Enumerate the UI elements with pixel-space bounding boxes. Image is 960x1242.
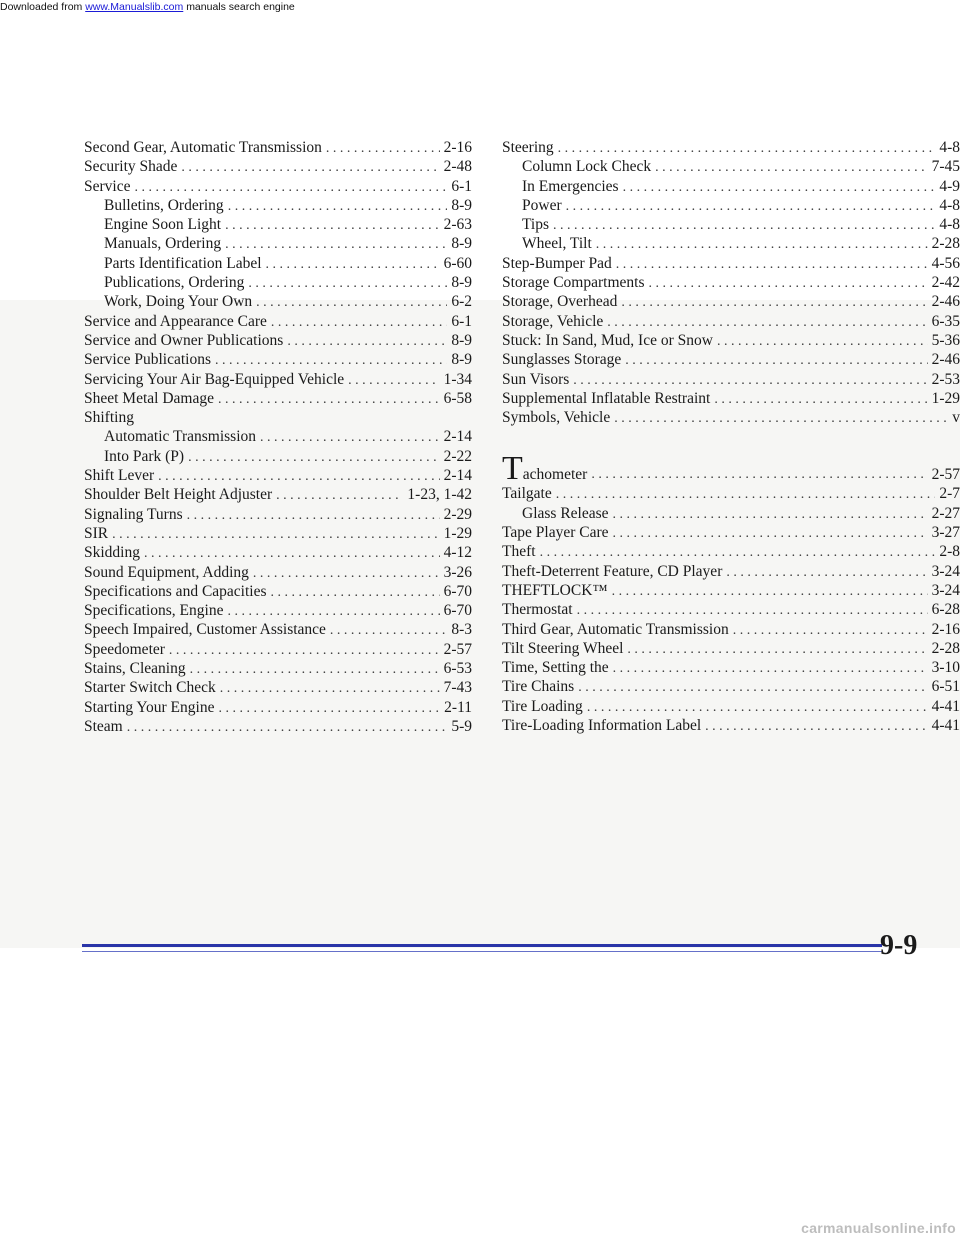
dot-leader (271, 583, 440, 602)
index-entry-page: 8-9 (451, 235, 472, 253)
manualslib-link[interactable]: www.Manualslib.com (85, 1, 184, 13)
dot-leader (348, 371, 439, 390)
index-entry-page: 6-70 (443, 582, 472, 600)
banner-suffix: manuals search engine (186, 1, 295, 13)
dot-leader (717, 332, 928, 351)
index-entry-page: 2-14 (443, 428, 472, 446)
dot-leader (256, 293, 447, 312)
index-entry-label: Manuals, Ordering (104, 235, 222, 253)
index-entry (502, 292, 960, 311)
index-entry-page: 3-10 (931, 659, 960, 677)
dot-leader (726, 563, 927, 582)
dot-leader (649, 274, 928, 293)
index-entry-page: 4-8 (939, 196, 960, 214)
dot-leader (260, 428, 440, 447)
index-entry (502, 215, 960, 234)
index-entry (502, 196, 960, 215)
index-entry (84, 234, 472, 253)
index-entry-page: 6-35 (931, 312, 960, 330)
dot-leader (577, 601, 928, 620)
index-entry (502, 408, 960, 427)
index-entry (502, 484, 960, 503)
index-entry-label: Shoulder Belt Height Adjuster (84, 486, 273, 504)
index-entry-page: 2-46 (931, 293, 960, 311)
index-entry (84, 678, 472, 697)
index-entry (84, 640, 472, 659)
index-entry (84, 254, 472, 273)
index-entry (84, 273, 472, 292)
dot-leader (253, 564, 440, 583)
index-entry-label: Publications, Ordering (104, 274, 245, 292)
dot-leader (612, 582, 928, 601)
index-entry-page: 7-43 (443, 679, 472, 697)
index-entry-label: Storage Compartments (502, 274, 645, 292)
index-entry-page: 2-48 (443, 158, 472, 176)
index-entry-label: Starting Your Engine (84, 698, 215, 716)
dot-leader (553, 216, 935, 235)
dot-leader (623, 178, 936, 197)
index-entry-page: 3-26 (443, 563, 472, 581)
index-entry-label: Power (522, 196, 562, 214)
index-entry-page: 6-28 (931, 601, 960, 619)
index-entry-page: 2-63 (443, 216, 472, 234)
dot-leader (190, 660, 440, 679)
dot-leader (144, 544, 440, 563)
dot-leader (276, 486, 403, 505)
dot-leader (578, 678, 927, 697)
index-entry (84, 659, 472, 678)
dot-leader (616, 255, 928, 274)
index-entry-label: Sound Equipment, Adding (84, 563, 249, 581)
dot-leader (705, 717, 927, 736)
index-entry (502, 542, 960, 561)
index-entry-label: Wheel, Tilt (522, 235, 592, 253)
index-entry-label: Time, Setting the (502, 659, 609, 677)
index-entry-page: 2-57 (931, 466, 960, 484)
dot-leader (225, 216, 439, 235)
index-entry-label-rest: achometer (522, 466, 588, 484)
index-entry-label: Into Park (P) (104, 447, 185, 465)
index-entry-label: Third Gear, Automatic Transmission (502, 620, 729, 638)
index-entry-label: Speech Impaired, Customer Assistance (84, 621, 326, 639)
dot-leader (187, 506, 440, 525)
index-entry (84, 485, 472, 504)
index-entry (502, 389, 960, 408)
index-entry-label: Signaling Turns (84, 505, 183, 523)
dot-leader (573, 371, 927, 390)
index-entry-label: Speedometer (84, 640, 165, 658)
dot-leader (227, 602, 439, 621)
dot-leader (218, 699, 440, 718)
index-entry-label: Engine Soon Light (104, 216, 222, 234)
index-entry (84, 447, 472, 466)
index-entry-label: Tire-Loading Information Label (502, 717, 702, 735)
dot-leader (627, 640, 927, 659)
index-entry-page: 8-9 (451, 196, 472, 214)
index-entry (502, 254, 960, 273)
dot-leader (181, 158, 439, 177)
index-entry (84, 427, 472, 446)
index-entry-page: 2-46 (931, 351, 960, 369)
index-entry (502, 370, 960, 389)
index-entry-page: 2-42 (931, 274, 960, 292)
index-entry-label: Service (84, 177, 131, 195)
dot-leader (266, 255, 440, 274)
index-entry-page: 4-8 (939, 139, 960, 156)
index-entry (84, 582, 472, 601)
index-entry-page: 2-29 (443, 505, 472, 523)
index-entry (502, 331, 960, 350)
index-entry-page: 6-60 (443, 254, 472, 272)
index-entry-label: SIR (84, 524, 109, 542)
index-entry-label: Security Shade (84, 158, 178, 176)
dot-leader (596, 235, 928, 254)
banner-prefix: Downloaded from (0, 1, 83, 13)
index-entry-label: Storage, Overhead (502, 293, 618, 311)
index-entry-page: 4-41 (931, 697, 960, 715)
index-entry-page: 6-51 (931, 678, 960, 696)
index-entry (84, 505, 472, 524)
index-entry (84, 408, 472, 427)
index-entry (84, 157, 472, 176)
index-entry-label: Second Gear, Automatic Transmission (84, 139, 322, 156)
dot-leader (326, 139, 440, 158)
index-entry-page: 2-28 (931, 639, 960, 657)
index-entry (502, 273, 960, 292)
index-entry-label: Servicing Your Air Bag-Equipped Vehicle (84, 370, 345, 388)
index-column-right (502, 138, 960, 735)
dot-leader (127, 718, 448, 737)
index-entry-label: Sunglasses Storage (502, 351, 622, 369)
index-entry-label: Tire Loading (502, 697, 583, 715)
index-entry (502, 716, 960, 735)
index-entry-page: 2-16 (443, 139, 472, 156)
index-entry-page: 4-8 (939, 216, 960, 234)
index-entry (84, 312, 472, 331)
index-entry (84, 215, 472, 234)
dot-leader (112, 525, 439, 544)
dot-leader (225, 235, 447, 254)
index-entry (502, 446, 960, 488)
index-entry (84, 524, 472, 543)
dot-leader (248, 274, 447, 293)
dot-leader (188, 448, 440, 467)
dot-leader (655, 158, 927, 177)
dot-leader (220, 679, 440, 698)
index-entry-label: Starter Switch Check (84, 679, 216, 697)
index-entry-page: 2-14 (443, 467, 472, 485)
index-entry-label: Steam (84, 717, 123, 735)
index-entry-label: Bulletins, Ordering (104, 196, 224, 214)
dot-leader (218, 390, 440, 409)
index-entry-label: Stuck: In Sand, Mud, Ice or Snow (502, 331, 713, 349)
index-entry (502, 658, 960, 677)
index-entry (502, 581, 960, 600)
footer-rule-thin (82, 951, 882, 952)
index-entry-label: Theft-Deterrent Feature, CD Player (502, 562, 723, 580)
dot-leader (613, 659, 928, 678)
index-entry-page: 7-45 (931, 158, 960, 176)
dot-leader (271, 313, 447, 332)
section-gap (502, 427, 960, 446)
dot-leader (556, 485, 936, 504)
index-entry (502, 234, 960, 253)
index-entry-label: Column Lock Check (522, 158, 652, 176)
index-entry-label: Work, Doing Your Own (104, 293, 253, 311)
index-entry-label: Service Publications (84, 351, 211, 369)
index-entry-page: 2-28 (931, 235, 960, 253)
dot-leader (540, 543, 936, 562)
index-entry-label: Supplemental Inflatable Restraint (502, 389, 711, 407)
index-entry-label: Shifting (84, 409, 134, 427)
dot-leader (614, 409, 948, 428)
index-entry-label: Tips (522, 216, 550, 234)
download-banner (0, 0, 960, 16)
index-entry-label: Specifications, Engine (84, 602, 224, 620)
index-entry (84, 177, 472, 196)
index-entry (84, 292, 472, 311)
index-entry-label (502, 450, 588, 488)
dot-leader (558, 139, 936, 158)
dot-leader (330, 621, 447, 640)
index-entry (84, 620, 472, 639)
dot-leader (158, 467, 439, 486)
index-entry-page: 2-11 (444, 698, 472, 716)
index-entry-page: 6-53 (443, 660, 472, 678)
index-entry (502, 677, 960, 696)
index-entry (502, 157, 960, 176)
page-number: 9-9 (880, 930, 918, 961)
dot-leader (625, 351, 927, 370)
index-entry-label: Tilt Steering Wheel (502, 639, 624, 657)
dot-leader (621, 293, 927, 312)
index-entry-label: Step-Bumper Pad (502, 254, 612, 272)
index-entry-label: Tape Player Care (502, 524, 609, 542)
index-entry-page: 3-24 (931, 562, 960, 580)
index-entry (84, 389, 472, 408)
dot-leader (169, 641, 440, 660)
dot-leader (566, 197, 936, 216)
index-entry-label: Sheet Metal Damage (84, 389, 214, 407)
index-entry-label: Service and Appearance Care (84, 312, 267, 330)
index-entry (502, 562, 960, 581)
index-entry (502, 504, 960, 523)
index-entry-page: 6-1 (451, 312, 472, 330)
index-entry-page: 2-57 (443, 640, 472, 658)
index-entry (84, 370, 472, 389)
dot-leader (134, 178, 447, 197)
index-entry (84, 350, 472, 369)
index-entry-page: 1-29 (931, 389, 960, 407)
index-entry-label: Shift Lever (84, 467, 155, 485)
index-entry-page: 6-58 (443, 389, 472, 407)
index-entry (84, 601, 472, 620)
index-entry-page: 8-9 (451, 351, 472, 369)
index-entry-page: 3-27 (931, 524, 960, 542)
index-entry (502, 177, 960, 196)
index-entry (502, 600, 960, 619)
index-entry-page: 1-34 (443, 370, 472, 388)
index-entry (502, 697, 960, 716)
index-entry (502, 620, 960, 639)
index-entry-label: Theft (502, 543, 536, 561)
index-entry-page: 8-9 (451, 274, 472, 292)
index-entry-page: 4-56 (931, 254, 960, 272)
index-entry-page: 4-41 (931, 717, 960, 735)
dot-leader (714, 390, 927, 409)
index-entry-label: Steering (502, 139, 554, 156)
index-entry-page: 2-27 (931, 504, 960, 522)
dot-leader (215, 351, 447, 370)
index-entry-label: Storage, Vehicle (502, 312, 604, 330)
index-entry-page: 6-2 (451, 293, 472, 311)
index-entry-page: 5-36 (931, 331, 960, 349)
index-entry (84, 563, 472, 582)
index-entry-page: 2-16 (931, 620, 960, 638)
dot-leader (587, 698, 928, 717)
index-entry (502, 312, 960, 331)
index-entry-label: In Emergencies (522, 177, 619, 195)
index-entry (84, 698, 472, 717)
index-entry (84, 543, 472, 562)
index-entry (502, 138, 960, 157)
index-entry-label: Specifications and Capacities (84, 582, 267, 600)
index-entry-page: 6-1 (451, 177, 472, 195)
index-entry (502, 350, 960, 369)
index-entry-label: Sun Visors (502, 370, 570, 388)
index-entry (84, 466, 472, 485)
index-entry-label: Stains, Cleaning (84, 660, 186, 678)
index-entry-label: Automatic Transmission (104, 428, 257, 446)
dot-leader (287, 332, 447, 351)
index-entry-label: THEFTLOCK™ (502, 581, 608, 599)
index-entry-page: 2-22 (443, 447, 472, 465)
index-entry-page: 4-9 (939, 177, 960, 195)
footer-rule-thick (82, 944, 882, 947)
index-entry-page: 3-24 (931, 581, 960, 599)
index-entry-page: 8-9 (451, 331, 472, 349)
index-entry-page: 2-53 (931, 370, 960, 388)
index-entry-label: Symbols, Vehicle (502, 409, 611, 427)
index-entry (84, 717, 472, 736)
index-entry-label: Parts Identification Label (104, 254, 262, 272)
footer-watermark: carmanualsonline.info (801, 1220, 956, 1236)
index-entry-label: Service and Owner Publications (84, 331, 284, 349)
index-entry-page: 1-23, 1-42 (407, 486, 472, 504)
dot-leader (733, 621, 928, 640)
index-entry-label: Thermostat (502, 601, 573, 619)
index-entry-label: Glass Release (522, 504, 609, 522)
section-initial-letter: T (502, 450, 523, 488)
index-entry-label: Skidding (84, 544, 140, 562)
index-entry (84, 196, 472, 215)
dot-leader (613, 524, 928, 543)
index-entry-label: Tire Chains (502, 678, 575, 696)
index-entry (84, 138, 472, 157)
index-entry-page: 1-29 (443, 524, 472, 542)
index-entry-page: 8-3 (451, 621, 472, 639)
index-column-left (84, 138, 472, 736)
index-entry-page: 2-8 (939, 543, 960, 561)
index-entry-label: Tailgate (502, 485, 552, 503)
index-entry-page: 2-7 (939, 485, 960, 503)
index-entry (84, 331, 472, 350)
dot-leader (613, 505, 928, 524)
dot-leader (607, 313, 927, 332)
index-entry (502, 639, 960, 658)
dot-leader (591, 465, 927, 484)
index-entry-page: 5-9 (451, 717, 472, 735)
dot-leader (228, 197, 448, 216)
index-entry-page: 6-70 (443, 602, 472, 620)
index-entry (502, 523, 960, 542)
index-entry-page: v (952, 409, 960, 427)
index-entry-page: 4-12 (443, 544, 472, 562)
